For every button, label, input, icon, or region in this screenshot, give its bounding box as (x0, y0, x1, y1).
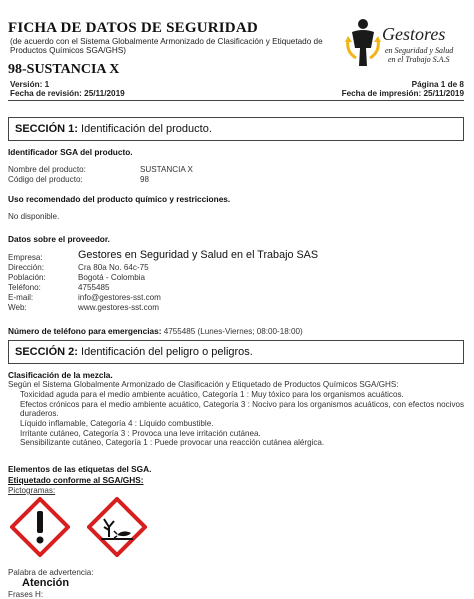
product-name: 98-SUSTANCIA X (8, 62, 120, 77)
signal-word: Atención (22, 577, 70, 589)
use-value: No disponible. (8, 212, 60, 221)
emergency-phone (8, 321, 303, 339)
supplier-web-value: www.gestores-sst.com (78, 303, 159, 312)
version: Versión: 1 (10, 80, 50, 89)
section1-title: Identificación del producto. (77, 123, 212, 135)
use-title: Uso recomendado del producto químico y restricciones. (8, 194, 231, 204)
product-code-value: 98 (140, 175, 150, 184)
product-name-value: SUSTANCIA X (140, 165, 193, 174)
emergency-phone-value: 4755485 (Lunes-Viernes; 08:00-18:00) (161, 327, 303, 336)
hazard-item: Irritante cutáneo, Categoría 3 : Provoca una leve irritación cutánea. (20, 429, 261, 438)
hazard-item: Sensibilizante cutáneo, Categoría 1 : Puede provocar una reacción cutánea alérgica. (20, 438, 325, 447)
label-elements-title: Elementos de las etiquetas del SGA. (8, 464, 152, 474)
section1-heading (8, 117, 464, 141)
logo-brand: Gestores (382, 24, 446, 44)
exclamation-mark-icon (10, 497, 70, 557)
product-code-label: Código del producto: (8, 175, 83, 184)
hazard-item: duraderos. (20, 409, 59, 418)
page-number: Página 1 de 8 (411, 80, 464, 89)
person-figure-icon (344, 18, 382, 70)
hazard-item: Efectos crónicos para el medio ambiente acuático, Categoría 3 : Nocivo para los organismos acuáticos, con efectos nocivos (20, 400, 465, 409)
hazard-item: Líquido inflamable, Categoría 4 : Líquido combustible. (20, 419, 214, 428)
document-subtitle-line2: Productos Químicos SGA/GHS) (10, 46, 127, 55)
emergency-phone-label: Número de teléfono para emergencias: (8, 326, 162, 336)
header-divider (8, 100, 464, 101)
supplier-phone-label: Teléfono: (8, 283, 41, 292)
hazard-phrases-label: Frases H: (8, 590, 44, 599)
classification-title: Clasificación de la mezcla. (8, 370, 113, 380)
logo-tagline1: en Seguridad y Salud (385, 46, 454, 55)
identifier-title: Identificador SGA del producto. (8, 147, 133, 157)
logo-tagline2: en el Trabajo S.A.S (388, 55, 450, 64)
supplier-city-label: Población: (8, 273, 46, 282)
supplier-address-label: Dirección: (8, 263, 44, 272)
supplier-email-value: info@gestores-sst.com (78, 293, 161, 302)
supplier-company-value: Gestores en Seguridad y Salud en el Trabajo SAS (78, 249, 319, 261)
section2-title: Identificación del peligro o peligros. (77, 346, 253, 358)
supplier-web-label: Web: (8, 303, 27, 312)
environment-hazard-icon (87, 497, 147, 557)
label-conform: Etiquetado conforme al SGA/GHS: (8, 475, 144, 485)
section2-heading (8, 340, 464, 364)
product-name-label: Nombre del producto: (8, 165, 86, 174)
classification-intro: Según el Sistema Globalmente Armonizado de Clasificación y Etiquetado de Productos Químicos SGA/GHS: (8, 380, 399, 389)
hazard-item: Toxicidad aguda para el medio ambiente acuático, Categoría 1 : Muy tóxico para los organismos acuáticos. (20, 390, 404, 399)
supplier-title: Datos sobre el proveedor. (8, 234, 110, 244)
section1-prefix: SECCIÓN 1: (15, 123, 78, 135)
signal-word-label: Palabra de advertencia: (8, 568, 94, 577)
supplier-phone-value: 4755485 (78, 283, 110, 292)
revision-date: Fecha de revisión: 25/11/2019 (10, 89, 125, 98)
supplier-address-value: Cra 80a No. 64c-75 (78, 263, 149, 272)
pictograms-label: Pictogramas: (8, 486, 56, 495)
supplier-company-label: Empresa: (8, 253, 43, 262)
supplier-city-value: Bogotá - Colombia (78, 273, 146, 282)
document-subtitle-line1: (de acuerdo con el Sistema Globalmente Armonizado de Clasificación y Etiquetado de (10, 37, 323, 46)
supplier-email-label: E-mail: (8, 293, 34, 302)
company-logo (344, 18, 464, 70)
print-date: Fecha de impresión: 25/11/2019 (341, 89, 464, 98)
section2-prefix: SECCIÓN 2: (15, 346, 78, 358)
document-title: FICHA DE DATOS DE SEGURIDAD (8, 20, 258, 36)
